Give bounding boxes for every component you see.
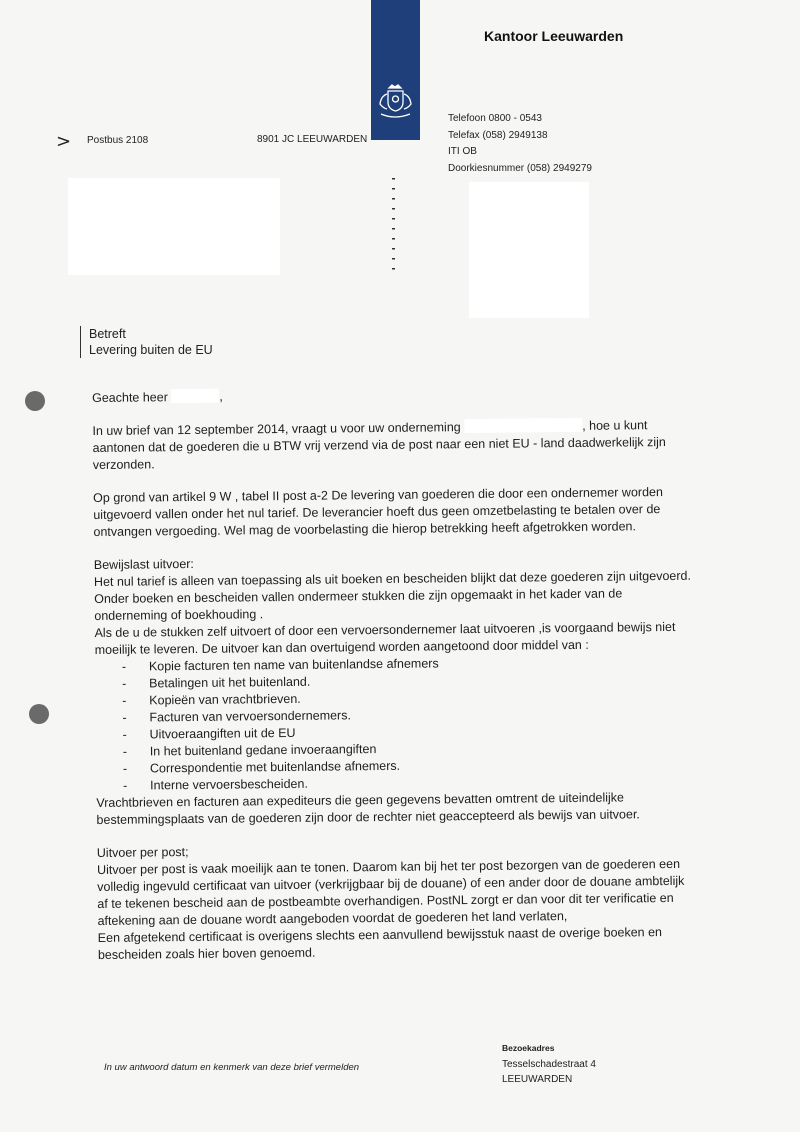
office-title: Kantoor Leeuwarden [484, 28, 624, 44]
punch-hole-bottom [29, 704, 49, 724]
intro-start: In uw brief van 12 september 2014, vraagt u voor uw onderneming [92, 420, 461, 438]
list-item: - Facturen van vervoersondernemers. [122, 704, 695, 727]
proof-list [122, 653, 696, 795]
subject-value: Levering buiten de EU [89, 343, 213, 357]
redacted-company [464, 418, 582, 433]
visit-address-label: Bezoekadres [502, 1043, 555, 1053]
fold-mark-dots [392, 178, 395, 270]
section-proof-p1: Het nul tarief is alleen van toepassing als uit boeken en bescheiden blijkt dat deze goederen zijn uitgevoerd. Onder boeken en bescheiden vallen ondermeer stukken die zijn opgemaakt in het kader van de onderneming of boekhouding . [93, 568, 691, 623]
intro-rest: , hoe u kunt aantonen dat de goederen die u BTW vrij verzend via de post naar een niet EU - land daadwerkelijk zijn verzonden. [92, 418, 666, 472]
letter-body [92, 384, 698, 964]
list-item: - Interne vervoersbescheiden. [123, 772, 696, 795]
list-item: - Kopie facturen ten name van buitenlandse afnemers [122, 653, 695, 676]
paragraph-article: Op grond van artikel 9 W , tabel II post a-2 De levering van goederen die door een ondernemer worden uitgevoerd vallen onder het nul tarief. De leverancier hoeft dus geen omzetbelasting te betalen over de ontvangen vergoeding. Wel mag de voorbelasting die hierop betrekking heeft afgetrokken worden. [93, 485, 663, 539]
visit-city: LEEUWARDEN [502, 1074, 573, 1085]
subject-block [80, 326, 213, 358]
section-post-p1: Uitvoer per post is vaak moeilijk aan te tonen. Daarom kan bij het ter post bezorgen van de goederen een volledig ingevuld certificaat van uitvoer (verkrijgbaar bij de douane) of een ander door de douane ambtelijk af te tekenen bescheid aan de postbeambte overhandigen. PostNL zorgt er dan voor dit ter verificatie en aftekening aan de douane wordt aangeboden voordat de goederen het land verlaten, [96, 856, 685, 928]
list-item: - Betalingen uit het buitenland. [122, 670, 695, 693]
punch-hole-top [25, 391, 45, 411]
redacted-reference-block [469, 182, 589, 318]
return-postcode-city: 8901 JC LEEUWARDEN [257, 134, 368, 145]
list-item: - Correspondentie met buitenlandse afnemers. [123, 755, 696, 778]
redacted-recipient-address [68, 178, 280, 275]
coat-of-arms-icon [375, 82, 416, 122]
salutation-comma: , [219, 389, 223, 404]
section-proof-p2: Als de u de stukken zelf uitvoert of door een vervoersondernemer laat uitvoeren ,is voorgaand bewijs niet moeilijk te leveren. De uitvoer kan dan overtuigend worden aangetoond door middel van : [94, 619, 676, 657]
direct-number: Doorkiesnummer (058) 2949279 [448, 162, 592, 174]
footer-reference-note: In uw antwoord datum en kenmerk van deze brief vermelden [104, 1062, 360, 1073]
contact-block [448, 111, 592, 177]
list-item: - Uitvoeraangiften uit de EU [123, 721, 696, 744]
section-post-heading: Uitvoer per post; [96, 845, 189, 860]
section-proof-p3: Vrachtbrieven en facturen aan expediteurs die geen gegevens bevatten omtrent de uiteindelijke bestemmingsplaats van de goederen zijn door de rechter niet geaccepteerd als bewijs van uitvoer. [96, 790, 640, 827]
paragraph-intro [92, 417, 693, 474]
department: ITI OB [448, 146, 477, 157]
return-postbus: Postbus 2108 [87, 135, 149, 146]
section-post-p2: Een afgetekend certificaat is overigens slechts een aanvullend bewijsstuk naast de overige boeken en bescheiden zoals hier boven genoemd. [97, 925, 663, 962]
section-proof-heading: Bewijslast uitvoer: [93, 556, 194, 572]
list-item: - In het buitenland gedane invoeraangiften [123, 738, 696, 761]
redacted-name [171, 389, 219, 404]
salutation: Geachte heer [92, 390, 168, 405]
list-item: - Kopieën van vrachtbrieven. [122, 687, 695, 710]
visit-address-block [502, 1041, 596, 1088]
fax-number: Telefax (058) 2949138 [448, 129, 548, 141]
phone-number: Telefoon 0800 - 0543 [448, 113, 542, 124]
visit-street: Tesselschadestraat 4 [502, 1058, 596, 1070]
government-logo-band [371, 0, 420, 140]
subject-label: Betreft [89, 327, 126, 341]
return-address-arrow-icon: > [56, 131, 72, 152]
